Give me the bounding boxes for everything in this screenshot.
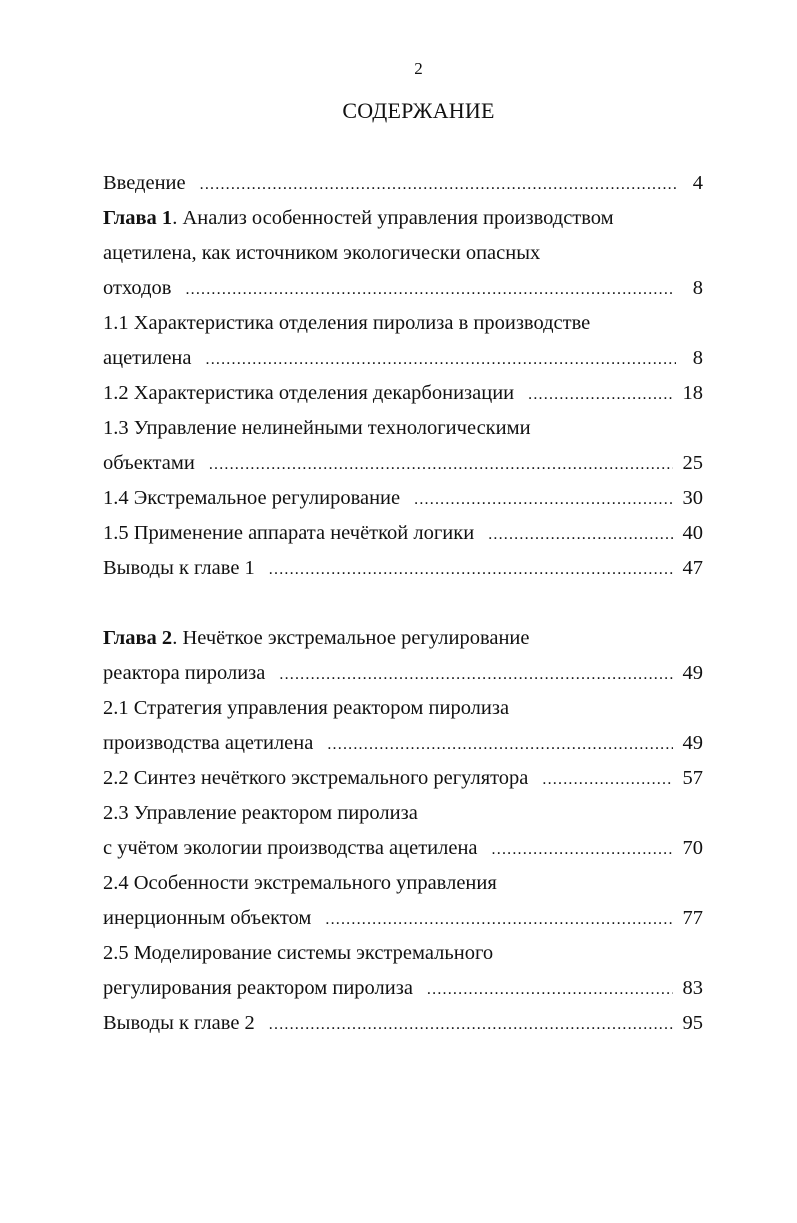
leader-dots bbox=[542, 767, 672, 793]
leader-dots bbox=[269, 1012, 673, 1038]
toc-entry-label: Выводы к главе 2 bbox=[103, 1012, 255, 1034]
chapter-label: Глава 2 bbox=[103, 627, 173, 649]
leader-dots bbox=[269, 557, 673, 583]
leader-dots bbox=[414, 487, 672, 513]
leader-dots bbox=[327, 732, 672, 758]
toc-entry-1-4[interactable] bbox=[103, 485, 703, 511]
toc-entry-2-1[interactable] bbox=[103, 730, 703, 756]
toc-section-1-1-heading[interactable] bbox=[103, 310, 703, 336]
chapter-title-part: . Анализ особенностей управления производством bbox=[172, 207, 614, 229]
toc-entry-1-1[interactable] bbox=[103, 345, 703, 371]
toc-entry-conclusions-1[interactable] bbox=[103, 555, 703, 581]
toc-page-number: 4 bbox=[692, 172, 703, 194]
page-title: СОДЕРЖАНИЕ bbox=[342, 98, 495, 123]
toc-entry-label: 2.2 Синтез нечёткого экстремального регулятора bbox=[103, 767, 529, 789]
leader-dots bbox=[200, 172, 676, 198]
toc-page-number: 49 bbox=[682, 662, 703, 684]
toc-page-number: 49 bbox=[682, 732, 703, 754]
toc-entry-label: объектами bbox=[103, 452, 195, 474]
section-title-part: 1.3 Управление нелинейными технологическими bbox=[103, 417, 531, 439]
toc-chapter-2-heading[interactable] bbox=[103, 625, 703, 651]
toc-page-number: 47 bbox=[682, 557, 703, 579]
leader-dots bbox=[427, 977, 673, 1003]
toc-entry-1-3[interactable] bbox=[103, 450, 703, 476]
toc-entry-label: производства ацетилена bbox=[103, 732, 314, 754]
leader-dots bbox=[209, 452, 673, 478]
chapter-title-part: . Нечёткое экстремальное регулирование bbox=[172, 627, 530, 649]
toc-page-number: 83 bbox=[682, 977, 703, 999]
toc-entry-2-2[interactable] bbox=[103, 765, 703, 791]
toc-section-2-3-heading[interactable] bbox=[103, 800, 703, 826]
toc-section-1-3-heading[interactable] bbox=[103, 415, 703, 441]
toc-entry-label: инерционным объектом bbox=[103, 907, 312, 929]
toc-section-2-4-heading[interactable] bbox=[103, 870, 703, 896]
toc-page-number: 8 bbox=[692, 277, 703, 299]
toc-page-number: 95 bbox=[682, 1012, 703, 1034]
toc-entry-chapter-1[interactable] bbox=[103, 275, 703, 301]
toc-page-number: 30 bbox=[682, 487, 703, 509]
toc-entry-1-5[interactable] bbox=[103, 520, 703, 546]
toc-page-number: 25 bbox=[682, 452, 703, 474]
toc-entry-label: регулирования реактором пиролиза bbox=[103, 977, 413, 999]
section-title-part: 2.3 Управление реактором пиролиза bbox=[103, 802, 418, 824]
toc-entry-label: реактора пиролиза bbox=[103, 662, 266, 684]
toc-entry-label: с учётом экологии производства ацетилена bbox=[103, 837, 478, 859]
toc-entry-label: Выводы к главе 1 bbox=[103, 557, 255, 579]
toc-entry-label: 1.2 Характеристика отделения декарбонизации bbox=[103, 382, 515, 404]
toc-entry-label: отходов bbox=[103, 277, 172, 299]
leader-dots bbox=[206, 347, 676, 373]
page-number: 2 bbox=[414, 59, 423, 78]
toc-chapter-1-heading[interactable] bbox=[103, 205, 703, 231]
toc-entry-intro[interactable] bbox=[103, 170, 703, 196]
toc-page-number: 77 bbox=[682, 907, 703, 929]
toc-entry-label: 1.4 Экстремальное регулирование bbox=[103, 487, 401, 509]
toc-page-number: 8 bbox=[692, 347, 703, 369]
toc-entry-conclusions-2[interactable] bbox=[103, 1010, 703, 1036]
toc-entry-label: 1.5 Применение аппарата нечёткой логики bbox=[103, 522, 475, 544]
section-title-part: 2.4 Особенности экстремального управления bbox=[103, 872, 497, 894]
toc-entry-2-5[interactable] bbox=[103, 975, 703, 1001]
toc-entry-2-4[interactable] bbox=[103, 905, 703, 931]
toc-entry-1-2[interactable] bbox=[103, 380, 703, 406]
toc-entry-chapter-2[interactable] bbox=[103, 660, 703, 686]
toc-page-number: 70 bbox=[682, 837, 703, 859]
toc-section-2-1-heading[interactable] bbox=[103, 695, 703, 721]
toc-entry-label: ацетилена bbox=[103, 347, 192, 369]
leader-dots bbox=[492, 837, 673, 863]
toc-entry-2-3[interactable] bbox=[103, 835, 703, 861]
leader-dots bbox=[279, 662, 672, 688]
toc-section-2-5-heading[interactable] bbox=[103, 940, 703, 966]
toc-chapter-1-line-2 bbox=[103, 240, 703, 266]
toc-page-number: 57 bbox=[682, 767, 703, 789]
section-title-part: 2.5 Моделирование системы экстремального bbox=[103, 942, 494, 964]
leader-dots bbox=[325, 907, 672, 933]
leader-dots bbox=[185, 277, 675, 303]
chapter-label: Глава 1 bbox=[103, 207, 173, 229]
toc-page-number: 40 bbox=[682, 522, 703, 544]
leader-dots bbox=[488, 522, 672, 548]
section-title-part: 1.1 Характеристика отделения пиролиза в производстве bbox=[103, 312, 591, 334]
toc-page-number: 18 bbox=[682, 382, 703, 404]
section-title-part: 2.1 Стратегия управления реактором пиролиза bbox=[103, 697, 510, 719]
leader-dots bbox=[528, 382, 672, 408]
toc-entry-label: Введение bbox=[103, 172, 186, 194]
chapter-title-part: ацетилена, как источником экологически опасных bbox=[103, 242, 541, 264]
